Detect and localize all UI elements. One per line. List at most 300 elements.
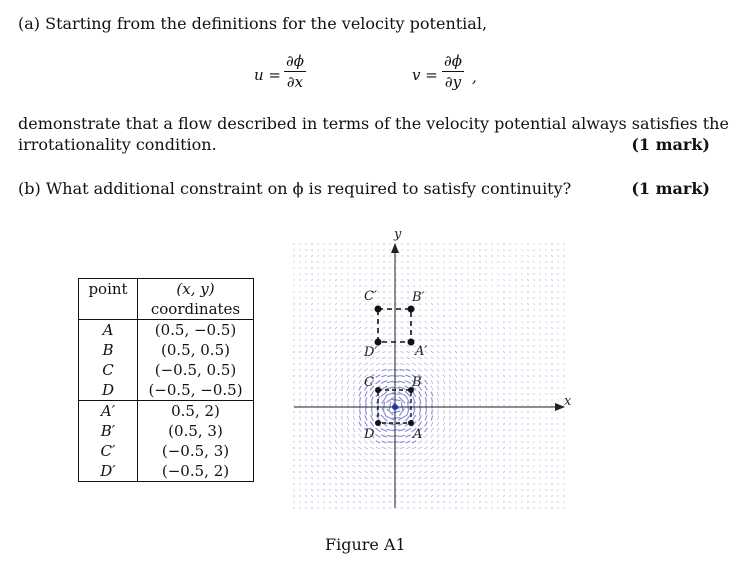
field-arrow <box>474 387 475 390</box>
field-arrow <box>516 369 517 371</box>
field-arrow <box>371 502 373 503</box>
field-arrow <box>341 447 343 450</box>
field-arrow <box>341 250 343 251</box>
field-arrow <box>473 345 474 347</box>
field-arrow <box>329 483 331 484</box>
field-arrow <box>485 250 486 251</box>
field-arrow <box>449 435 451 438</box>
field-arrow <box>324 393 325 396</box>
field-arrow <box>370 363 374 365</box>
field-arrow <box>450 416 451 420</box>
field-arrow <box>497 321 498 322</box>
field-arrow <box>360 397 361 402</box>
field-arrow <box>516 447 517 449</box>
field-arrow <box>443 386 444 390</box>
field-arrow <box>455 268 456 269</box>
field-arrow <box>437 489 439 490</box>
field-arrow <box>323 315 325 316</box>
field-arrow <box>492 351 493 353</box>
field-arrow <box>473 309 474 310</box>
field-arrow <box>455 339 457 341</box>
field-arrow <box>467 280 468 281</box>
field-arrow <box>456 416 457 419</box>
field-arrow <box>347 351 349 353</box>
field-arrow <box>317 298 318 299</box>
label-a-prime: A′ <box>415 344 428 359</box>
field-arrow <box>329 435 330 438</box>
field-arrow <box>412 363 416 365</box>
field-arrow <box>300 369 301 371</box>
field-arrow <box>335 483 337 484</box>
field-arrow <box>564 489 565 490</box>
field-arrow <box>546 483 547 484</box>
field-arrow <box>299 339 300 341</box>
field-arrow <box>412 447 416 449</box>
field-arrow <box>392 394 401 395</box>
field-arrow <box>443 459 445 461</box>
field-arrow <box>335 459 337 461</box>
field-arrow <box>503 244 504 245</box>
field-arrow <box>431 453 434 455</box>
field-arrow <box>564 249 565 250</box>
field-arrow <box>359 441 362 444</box>
field-arrow <box>491 256 492 257</box>
field-arrow <box>300 381 301 383</box>
field-arrow <box>557 243 558 244</box>
field-arrow <box>330 423 331 426</box>
field-arrow <box>558 261 559 262</box>
field-arrow <box>498 459 499 461</box>
field-arrow <box>564 471 565 472</box>
field-arrow <box>305 465 306 467</box>
field-arrow <box>335 508 337 509</box>
field-arrow <box>381 429 387 432</box>
field-arrow <box>449 292 451 293</box>
field-arrow <box>323 244 324 245</box>
field-arrow <box>335 321 337 322</box>
field-arrow <box>329 381 330 384</box>
field-arrow <box>431 416 432 421</box>
field-arrow <box>419 310 421 311</box>
field-arrow <box>384 402 385 411</box>
field-arrow <box>522 303 523 304</box>
field-arrow <box>479 339 480 341</box>
field-arrow <box>449 369 451 372</box>
field-arrow <box>425 380 428 384</box>
field-arrow <box>293 327 294 328</box>
field-arrow <box>497 274 498 275</box>
field-arrow <box>294 363 295 365</box>
field-arrow <box>305 495 306 496</box>
field-arrow <box>382 454 386 455</box>
field-arrow <box>406 447 410 448</box>
field-arrow <box>305 339 306 341</box>
field-arrow <box>455 447 457 449</box>
field-arrow <box>462 423 463 426</box>
field-arrow <box>305 286 306 287</box>
field-arrow <box>347 380 349 383</box>
field-arrow <box>468 375 469 378</box>
field-arrow <box>359 304 361 305</box>
field-arrow <box>533 273 534 274</box>
field-arrow <box>431 322 433 323</box>
field-arrow <box>449 428 450 431</box>
field-arrow <box>370 447 374 449</box>
field-arrow <box>449 280 451 281</box>
field-arrow <box>305 459 306 461</box>
field-arrow <box>516 309 517 310</box>
field-arrow <box>443 298 445 299</box>
field-arrow <box>480 447 481 449</box>
field-arrow <box>335 471 337 473</box>
field-arrow <box>312 387 313 390</box>
field-arrow <box>443 453 445 455</box>
field-arrow <box>485 333 486 335</box>
field-arrow <box>335 477 337 479</box>
field-arrow <box>330 387 331 390</box>
table-row <box>79 401 254 422</box>
field-arrow <box>528 333 529 334</box>
field-arrow <box>509 250 510 251</box>
field-arrow <box>558 291 559 292</box>
field-arrow <box>318 429 319 432</box>
field-arrow <box>492 441 493 443</box>
field-arrow <box>491 268 492 269</box>
field-arrow <box>437 327 439 328</box>
field-arrow <box>504 483 505 484</box>
vector-field-figure <box>288 228 578 518</box>
field-arrow <box>522 453 523 455</box>
field-arrow <box>305 321 306 322</box>
field-arrow <box>341 274 343 275</box>
field-arrow <box>341 339 343 341</box>
field-arrow <box>522 495 523 496</box>
field-arrow <box>341 483 343 484</box>
field-arrow <box>540 291 541 292</box>
field-arrow <box>504 363 505 365</box>
field-arrow <box>467 274 468 275</box>
field-arrow <box>341 459 343 461</box>
field-arrow <box>293 315 294 316</box>
field-arrow <box>311 262 312 263</box>
field-arrow <box>376 441 380 443</box>
field-arrow <box>317 477 318 479</box>
field-arrow <box>347 298 349 299</box>
field-arrow <box>353 327 355 328</box>
field-arrow <box>437 441 439 444</box>
field-arrow <box>528 285 529 286</box>
field-arrow <box>299 280 300 281</box>
field-arrow <box>306 375 307 377</box>
field-arrow <box>443 502 445 503</box>
field-arrow <box>515 256 516 257</box>
field-arrow <box>311 309 312 310</box>
field-arrow <box>294 477 295 479</box>
field-arrow <box>546 351 547 353</box>
field-arrow <box>364 363 367 365</box>
field-arrow <box>546 333 547 334</box>
field-arrow <box>527 267 528 268</box>
field-arrow <box>305 483 306 484</box>
field-arrow <box>558 297 559 298</box>
field-arrow <box>426 409 427 415</box>
field-arrow <box>516 351 517 353</box>
field-arrow <box>353 502 355 503</box>
eq-u-denominator: ∂x <box>286 73 304 91</box>
field-arrow <box>527 250 528 251</box>
field-arrow <box>359 292 361 293</box>
field-arrow <box>407 478 410 479</box>
field-arrow <box>510 459 511 461</box>
field-arrow <box>293 262 294 263</box>
field-arrow <box>449 286 451 287</box>
field-arrow <box>449 250 451 251</box>
field-arrow <box>455 262 456 263</box>
field-arrow <box>305 274 306 275</box>
field-arrow <box>534 357 535 359</box>
field-arrow <box>558 321 559 322</box>
field-arrow <box>516 363 517 365</box>
field-arrow <box>400 448 405 449</box>
field-arrow <box>479 333 480 335</box>
field-arrow <box>293 507 294 508</box>
field-arrow <box>359 434 362 437</box>
field-arrow <box>522 459 523 461</box>
field-arrow <box>552 477 553 478</box>
field-arrow <box>329 465 331 467</box>
field-arrow <box>419 316 421 317</box>
field-arrow <box>546 465 547 466</box>
field-arrow <box>371 340 374 341</box>
field-arrow <box>437 322 439 323</box>
field-arrow <box>311 268 312 269</box>
field-arrow <box>299 333 300 335</box>
field-arrow <box>418 369 422 371</box>
field-arrow <box>353 465 355 467</box>
field-arrow <box>359 508 361 509</box>
field-arrow <box>521 244 522 245</box>
field-arrow <box>491 286 492 287</box>
field-arrow <box>552 261 553 262</box>
field-arrow <box>353 447 356 450</box>
field-arrow <box>388 448 393 449</box>
field-arrow <box>491 274 492 275</box>
field-arrow <box>311 274 312 275</box>
table-row <box>79 421 254 441</box>
field-arrow <box>317 304 318 305</box>
field-arrow <box>461 315 463 316</box>
field-arrow <box>437 310 439 311</box>
field-arrow <box>558 471 559 472</box>
field-arrow <box>455 286 457 287</box>
field-arrow <box>305 250 306 251</box>
field-arrow <box>455 321 457 322</box>
field-arrow <box>546 285 547 286</box>
field-arrow <box>467 304 469 305</box>
field-arrow <box>444 416 445 420</box>
field-arrow <box>299 286 300 287</box>
field-arrow <box>455 357 457 359</box>
field-arrow <box>492 429 493 431</box>
field-arrow <box>528 501 529 502</box>
field-arrow <box>449 489 451 490</box>
field-arrow <box>510 447 511 449</box>
field-arrow <box>341 453 343 455</box>
field-arrow <box>406 346 409 347</box>
field-arrow <box>329 441 330 444</box>
point-a-marker <box>408 420 414 426</box>
field-arrow <box>479 477 480 479</box>
field-arrow <box>540 351 541 352</box>
field-arrow <box>437 286 439 287</box>
field-arrow <box>437 392 438 396</box>
field-arrow <box>329 345 331 347</box>
field-arrow <box>510 369 511 371</box>
field-arrow <box>492 375 493 377</box>
field-arrow <box>312 423 313 426</box>
field-arrow <box>467 447 468 449</box>
field-arrow <box>294 465 295 467</box>
field-arrow <box>461 298 463 299</box>
field-arrow <box>558 483 559 484</box>
field-arrow <box>564 345 565 347</box>
field-arrow <box>371 397 373 404</box>
field-arrow <box>317 256 318 257</box>
field-arrow <box>437 477 439 478</box>
field-arrow <box>305 298 306 299</box>
field-arrow <box>353 304 355 305</box>
field-arrow <box>534 465 535 466</box>
field-arrow <box>431 459 434 461</box>
field-arrow <box>558 477 559 478</box>
origin-marker <box>392 404 398 410</box>
field-arrow <box>365 496 367 497</box>
field-arrow <box>455 429 456 432</box>
field-arrow <box>528 489 529 490</box>
field-arrow <box>443 351 445 353</box>
field-arrow <box>443 489 445 490</box>
field-arrow <box>521 273 522 274</box>
field-arrow <box>353 483 355 484</box>
field-arrow <box>329 375 330 378</box>
field-arrow <box>449 351 451 353</box>
field-arrow <box>467 483 469 484</box>
field-arrow <box>443 477 445 478</box>
field-arrow <box>558 489 559 490</box>
field-arrow <box>510 477 511 478</box>
field-arrow <box>311 465 312 467</box>
field-arrow <box>311 286 312 287</box>
field-arrow <box>437 363 439 365</box>
field-arrow <box>347 357 349 359</box>
field-arrow <box>317 363 318 365</box>
field-arrow <box>323 274 324 275</box>
field-arrow <box>509 244 510 245</box>
field-arrow <box>437 434 439 437</box>
field-arrow <box>449 310 451 311</box>
field-arrow <box>461 465 463 467</box>
field-arrow <box>504 333 505 334</box>
field-arrow <box>299 244 300 245</box>
field-arrow <box>516 339 517 340</box>
field-arrow <box>449 274 451 275</box>
field-arrow <box>299 274 300 275</box>
field-arrow <box>399 375 405 376</box>
field-arrow <box>311 298 312 299</box>
field-arrow <box>443 321 445 322</box>
field-arrow <box>516 465 517 467</box>
field-arrow <box>323 339 325 341</box>
field-arrow <box>473 268 474 269</box>
field-arrow <box>353 286 355 287</box>
field-arrow <box>485 286 486 287</box>
field-arrow <box>437 304 439 305</box>
field-arrow <box>329 369 330 372</box>
field-arrow <box>516 501 517 502</box>
field-arrow <box>473 303 474 304</box>
field-arrow <box>455 489 457 490</box>
field-arrow <box>540 273 541 274</box>
field-arrow <box>503 262 504 263</box>
field-arrow <box>424 447 427 449</box>
field-arrow <box>467 471 469 473</box>
field-arrow <box>305 268 306 269</box>
field-arrow <box>431 298 433 299</box>
field-arrow <box>516 333 517 334</box>
field-arrow <box>504 357 505 359</box>
field-arrow <box>370 369 374 371</box>
field-arrow <box>480 369 481 371</box>
field-arrow <box>473 351 474 353</box>
part-a-mark: (1 mark) <box>631 135 710 154</box>
field-arrow <box>492 453 493 455</box>
field-arrow <box>497 280 498 281</box>
field-arrow <box>516 441 517 443</box>
field-arrow <box>359 386 361 390</box>
field-arrow <box>473 495 474 496</box>
field-arrow <box>317 333 318 335</box>
field-arrow <box>306 453 307 455</box>
field-arrow <box>299 477 300 479</box>
field-arrow <box>294 333 295 335</box>
field-arrow <box>341 428 342 431</box>
field-arrow <box>510 441 511 443</box>
field-arrow <box>516 297 517 298</box>
field-arrow <box>412 369 416 371</box>
field-arrow <box>425 459 428 461</box>
field-arrow <box>473 357 474 359</box>
field-arrow <box>468 429 469 432</box>
field-arrow <box>329 357 331 359</box>
field-arrow <box>413 478 416 479</box>
field-arrow <box>311 351 312 353</box>
field-arrow <box>461 357 463 359</box>
field-arrow <box>437 447 439 450</box>
field-arrow <box>558 465 559 467</box>
field-arrow <box>359 447 362 449</box>
field-arrow <box>353 434 355 437</box>
field-arrow <box>515 279 516 280</box>
field-arrow <box>552 321 553 322</box>
field-arrow <box>293 250 294 251</box>
field-arrow <box>534 471 535 472</box>
field-arrow <box>497 501 498 502</box>
field-arrow <box>443 441 445 444</box>
field-arrow <box>479 274 480 275</box>
field-arrow <box>371 472 374 473</box>
field-arrow <box>329 286 331 287</box>
field-arrow <box>323 459 325 461</box>
